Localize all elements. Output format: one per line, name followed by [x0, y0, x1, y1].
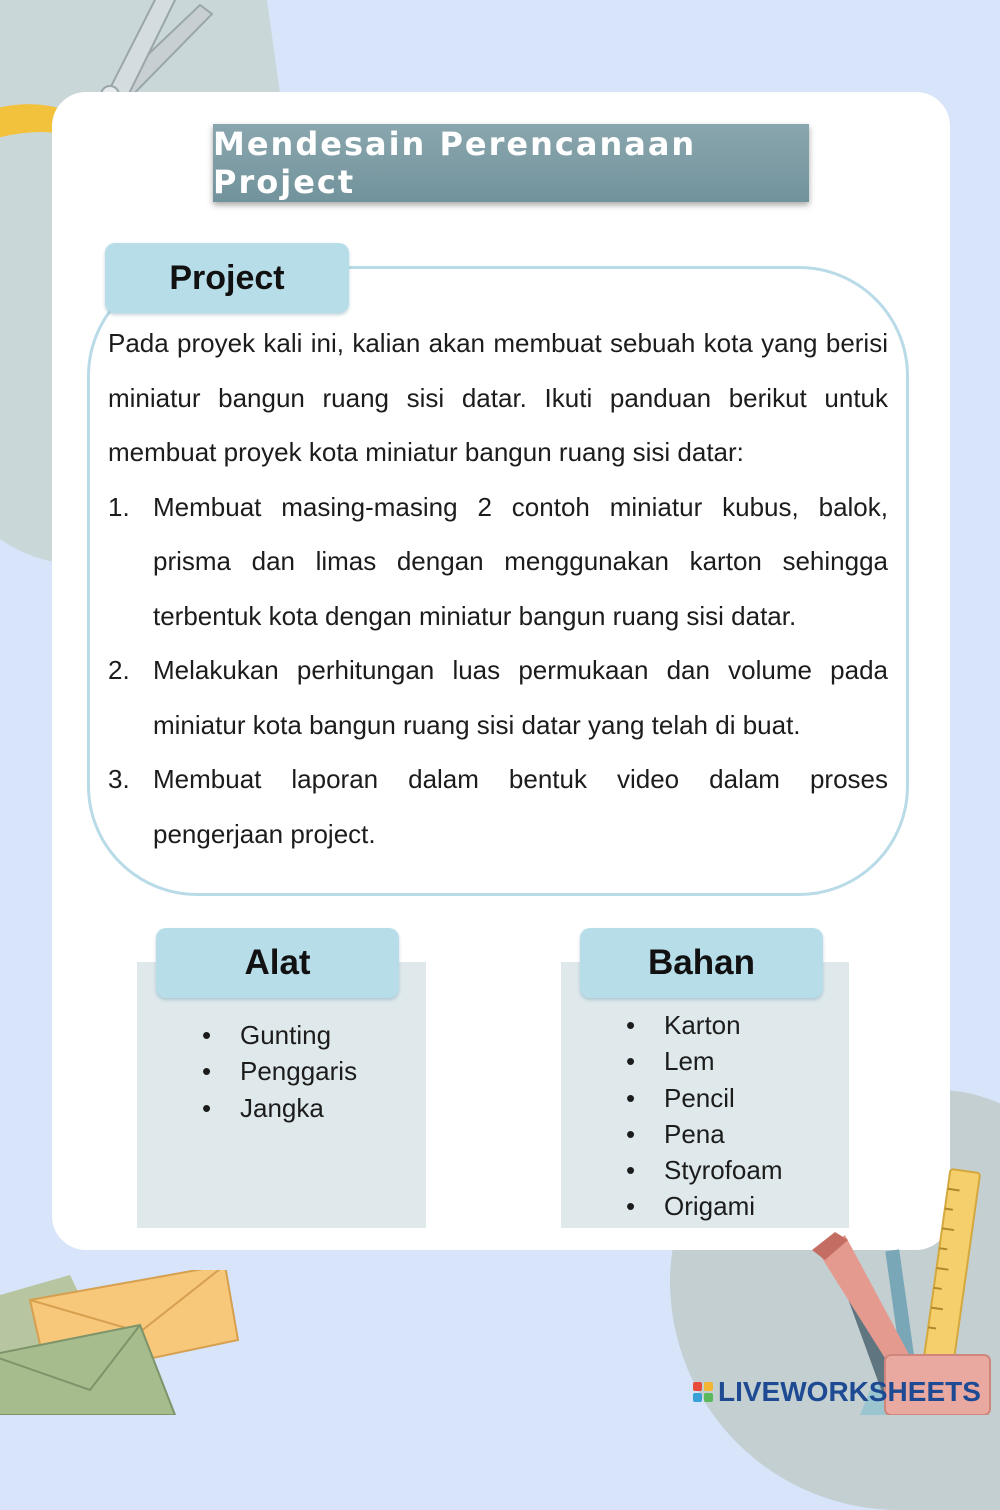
list-item: • Lem	[626, 1043, 783, 1079]
list-item: • Origami	[626, 1188, 783, 1224]
step-number: 1.	[108, 491, 130, 522]
step-item	[108, 643, 888, 752]
step-number: 3.	[108, 764, 130, 794]
list-item: • Styrofoam	[626, 1152, 783, 1188]
alat-list	[202, 1017, 357, 1126]
list-item: • Pena	[626, 1116, 783, 1152]
step-text: Membuat laporan dalam bentuk video dalam proses pengerjaan project.	[153, 764, 888, 849]
project-intro: Pada proyek kali ini, kalian akan membuat sebuah kota yang berisi miniatur bangun ruang sisi datar. Ikuti panduan berikut untuk membuat proyek kota miniatur bangun ruang sisi datar:	[108, 328, 888, 467]
project-description	[108, 316, 888, 861]
bahan-heading: Bahan	[580, 928, 823, 998]
list-item: • Penggaris	[202, 1053, 357, 1089]
envelope-icon	[0, 1270, 240, 1415]
step-item	[108, 480, 888, 644]
brand-name: LIVEWORKSHEETS	[718, 1376, 981, 1407]
step-number: 2.	[108, 655, 130, 685]
brand-logo	[693, 1376, 981, 1408]
list-item: • Gunting	[202, 1017, 357, 1053]
brand-mark-icon	[693, 1382, 713, 1402]
project-heading: Project	[105, 243, 349, 313]
step-text: Membuat masing-masing 2 contoh miniatur kubus, balok, prisma dan limas dengan menggunakan karton sehingga terbentuk kota dengan miniatur bangun ruang sisi datar.	[153, 491, 888, 631]
list-item: • Jangka	[202, 1090, 357, 1126]
project-steps	[108, 480, 888, 862]
bahan-list	[626, 1007, 783, 1225]
list-item: • Pencil	[626, 1080, 783, 1116]
step-item	[108, 752, 888, 861]
alat-heading: Alat	[156, 928, 399, 998]
step-text: Melakukan perhitungan luas permukaan dan volume pada miniatur kota bangun ruang sisi datar yang telah di buat.	[153, 655, 888, 740]
page-title: Mendesain Perencanaan Project	[213, 124, 809, 202]
list-item: • Karton	[626, 1007, 783, 1043]
